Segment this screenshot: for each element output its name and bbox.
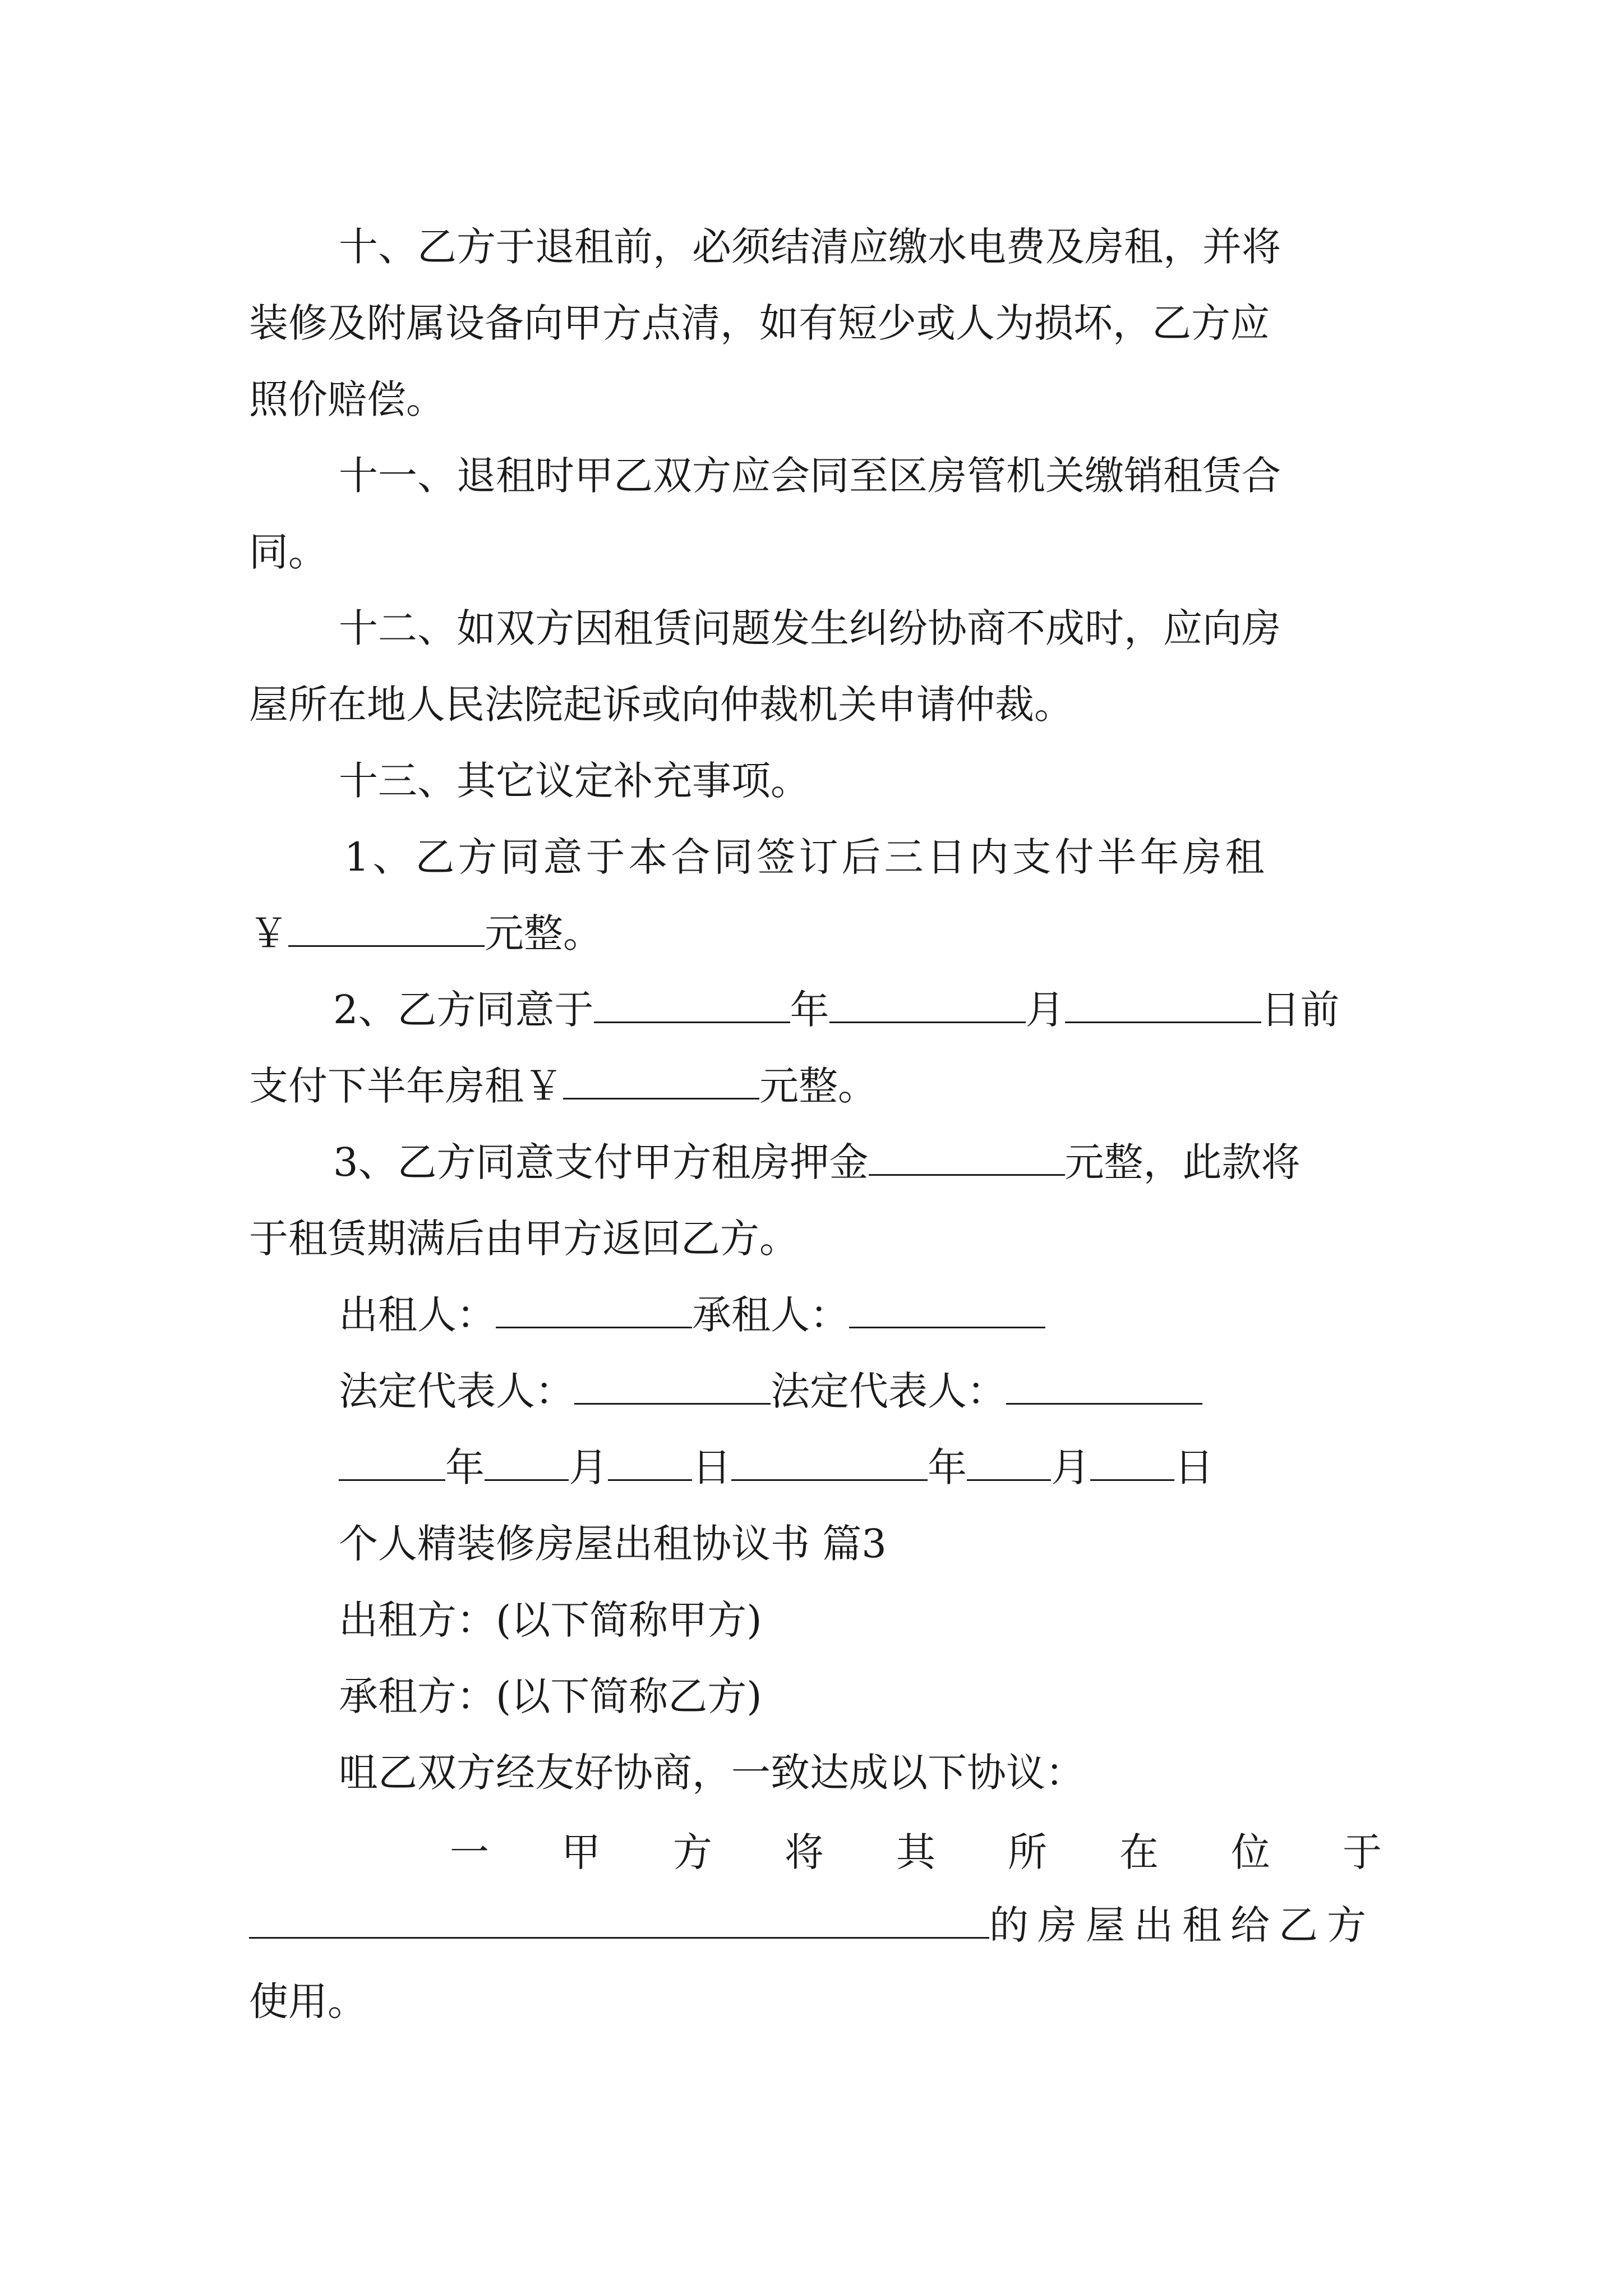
- signature-legal-rep-line: [339, 1352, 1202, 1430]
- legal-rep-2-label: 法定代表人：: [771, 1368, 1006, 1414]
- clause-word: 其: [896, 1829, 935, 1875]
- lessor-label: 出租人：: [339, 1292, 496, 1338]
- clause-10-line-3: 照价赔偿。: [249, 376, 445, 422]
- legal-rep-1-label: 法定代表人：: [339, 1368, 574, 1414]
- legal-rep-1-blank: [574, 1358, 771, 1405]
- item-2-suffix: 元整。: [759, 1063, 877, 1109]
- amount-blank: [288, 900, 485, 947]
- clause-11-line-2: 同。: [249, 529, 328, 575]
- clause-word: 将: [785, 1829, 824, 1875]
- clause-13-item-2-line-1: [333, 970, 1340, 1049]
- clause-10-line-2: 装修及附属设备向甲方点清，如有短少或人为损坏，乙方应: [249, 300, 1270, 346]
- clause-word: 在: [1119, 1829, 1159, 1875]
- clause-12-line-2: 屋所在地人民法院起诉或向仲裁机关申请仲裁。: [249, 682, 1073, 728]
- clause-word: 位: [1231, 1829, 1270, 1875]
- section-3-lessee-label: 承租方：(以下简称乙方): [339, 1673, 762, 1719]
- section-3-heading: 个人精装修房屋出租协议书 篇3: [339, 1521, 887, 1567]
- clause-13-item-1-line-2: [249, 894, 602, 973]
- section-3-clause-1-line-2: [249, 1886, 1375, 1964]
- day-label: 日: [692, 1444, 731, 1490]
- month-label: 月: [1051, 1444, 1090, 1490]
- year-label: 年: [790, 987, 829, 1033]
- clause-word: 一: [450, 1829, 489, 1875]
- day-blank: [1065, 977, 1261, 1023]
- clause-13-item-3-line-1: [333, 1123, 1301, 1202]
- month-blank: [485, 1434, 569, 1481]
- item-3-prefix: 3、乙方同意支付甲方租房押金: [333, 1139, 869, 1185]
- item-3-suffix: 元整，此款将: [1064, 1139, 1301, 1185]
- lessee-blank: [849, 1282, 1045, 1328]
- day-blank: [608, 1434, 692, 1481]
- clause-12-line-1: 十二、如双方因租赁问题发生纠纷协商不成时，应向房: [339, 605, 1281, 651]
- item-2-prefix: 2、乙方同意于: [333, 987, 594, 1033]
- clause-13-title: 十三、其它议定补充事项。: [339, 758, 810, 804]
- year-blank: [594, 977, 790, 1023]
- lessee-label: 承租人：: [692, 1292, 849, 1338]
- legal-rep-2-blank: [1006, 1358, 1202, 1405]
- address-blank: [249, 1892, 989, 1939]
- lessor-blank: [496, 1282, 692, 1328]
- amount-blank: [563, 1053, 759, 1099]
- clause-13-item-1-line-1: 1、乙方同意于本合同签订后三日内支付半年房租: [344, 834, 1268, 880]
- currency-symbol: ￥: [249, 910, 288, 956]
- clause-word: 方: [673, 1829, 712, 1875]
- year-label: 年: [928, 1444, 967, 1490]
- item-1-suffix: 元整。: [485, 910, 602, 956]
- section-3-intro: 咀乙双方经友好协商，一致达成以下协议：: [339, 1750, 1085, 1796]
- day-blank: [1090, 1434, 1174, 1481]
- signature-date-line: [339, 1428, 1214, 1507]
- section-3-lessor-label: 出租方：(以下简称甲方): [339, 1597, 762, 1643]
- day-label: 日: [1174, 1444, 1214, 1490]
- year-blank: [339, 1434, 445, 1481]
- clause-word: 于: [1343, 1829, 1382, 1875]
- clause-1-line-2-text: 的房屋出租给乙方: [989, 1902, 1375, 1948]
- deposit-blank: [869, 1129, 1065, 1176]
- clause-10-line-1: 十、乙方于退租前，必须结清应缴水电费及房租，并将: [339, 224, 1281, 270]
- clause-11-line-1: 十一、退租时甲乙双方应会同至区房管机关缴销租赁合: [339, 453, 1281, 499]
- month-label: 月: [1025, 987, 1065, 1033]
- day-before-label: 日前: [1261, 987, 1340, 1033]
- item-2-line-2-prefix: 支付下半年房租￥: [249, 1063, 563, 1109]
- month-blank: [829, 977, 1026, 1023]
- clause-13-item-3-line-2: 于租赁期满后由甲方返回乙方。: [249, 1216, 799, 1262]
- clause-word: 甲: [561, 1829, 601, 1875]
- year-label: 年: [445, 1444, 485, 1490]
- section-3-clause-1-line-3: 使用。: [249, 1978, 367, 2024]
- month-label: 月: [569, 1444, 608, 1490]
- month-blank: [967, 1434, 1051, 1481]
- year-blank: [731, 1434, 928, 1481]
- signature-parties-line: [339, 1276, 1045, 1354]
- section-3-clause-1-line-1: [251, 1810, 1382, 1888]
- clause-word: 所: [1008, 1829, 1047, 1875]
- clause-13-item-2-line-2: [249, 1047, 877, 1125]
